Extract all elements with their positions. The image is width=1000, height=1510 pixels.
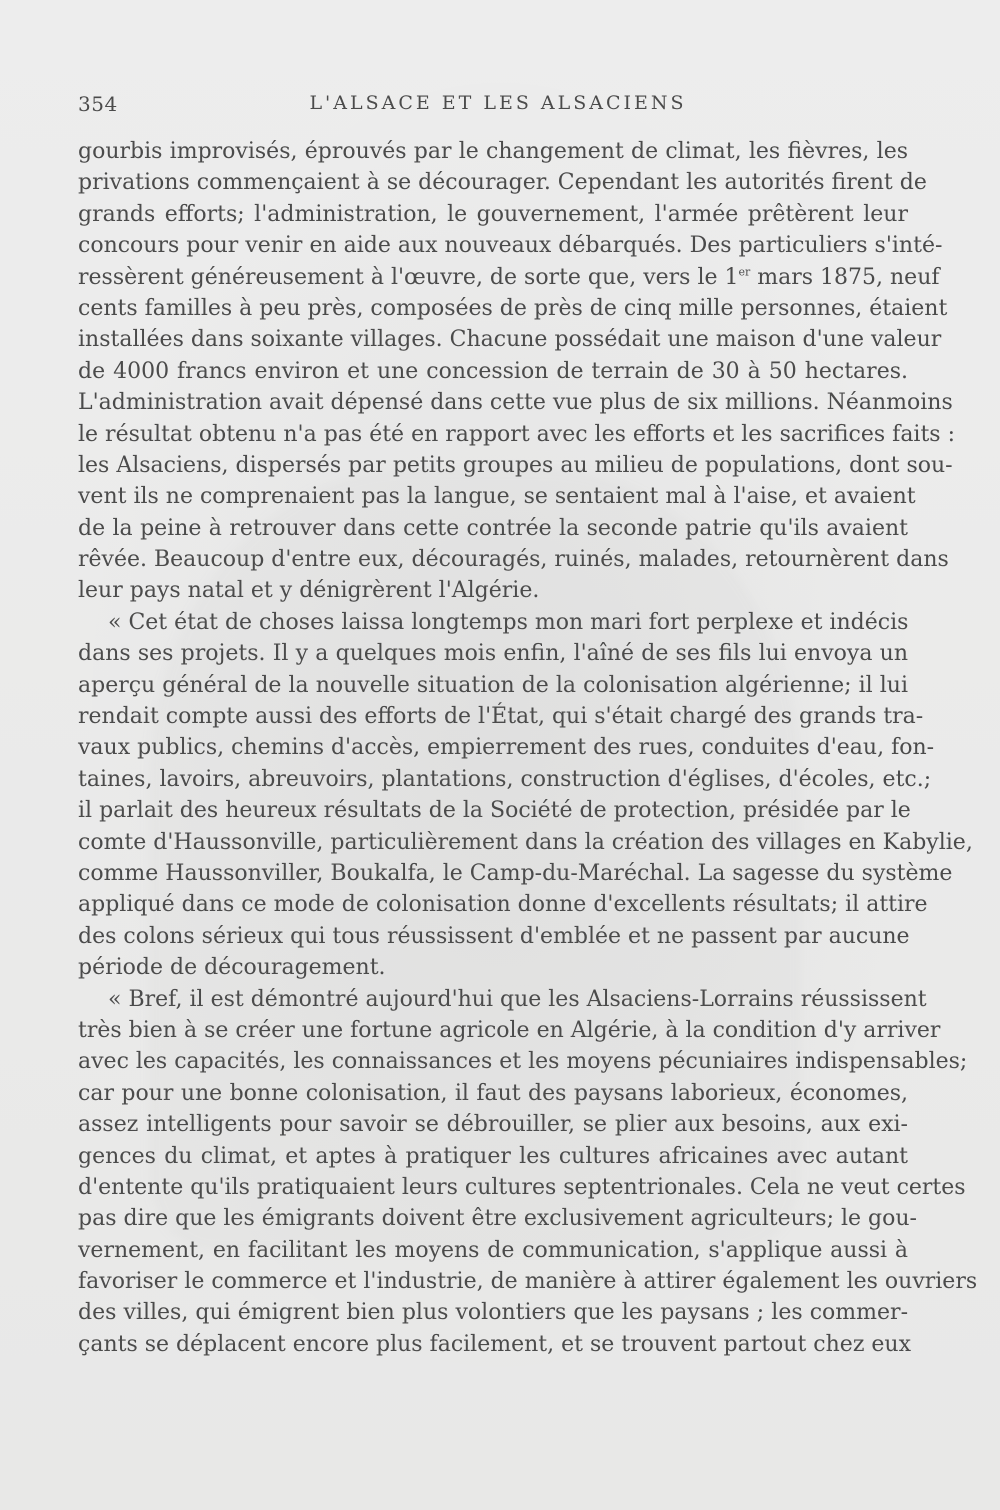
text-line: taines, lavoirs, abreuvoirs, plantations, construction d'églises, d'écoles, etc.; (78, 766, 932, 792)
text-line: appliqué dans ce mode de colonisation donne d'excellents résultats; il attire (78, 892, 928, 918)
text-line: vernement, en facilitant les moyens de communication, s'applique aussi à (78, 1237, 908, 1263)
text-line: gences du climat, et aptes à pratiquer les cultures africaines avec autant (78, 1143, 908, 1169)
text-line: vent ils ne comprenaient pas la langue, se sentaient mal à l'aise, et avaient (78, 484, 916, 510)
text-line: des colons sérieux qui tous réussissent d'emblée et ne passent par aucune (78, 923, 910, 949)
text-line: rendait compte aussi des efforts de l'État, qui s'était chargé des grands tra- (78, 704, 924, 730)
page-number: 354 (78, 92, 118, 116)
text-line: pas dire que les émigrants doivent être exclusivement agriculteurs; le gou- (78, 1206, 917, 1232)
paragraph-start-line: « Bref, il est démontré aujourd'hui que les Alsaciens-Lorrains réussissent (108, 986, 927, 1012)
text-line-with-superscript (78, 262, 940, 293)
ordinal-superscript: er (738, 265, 751, 279)
text-line: installées dans soixante villages. Chacune possédait une maison d'une valeur (78, 327, 942, 353)
text-line: gourbis improvisés, éprouvés par le changement de climat, les fièvres, les (78, 139, 908, 164)
text-line: concours pour venir en aide aux nouveaux débarqués. Des particuliers s'inté- (78, 233, 943, 259)
text-line: dans ses projets. Il y a quelques mois enfin, l'aîné de ses fils lui envoya un (78, 641, 908, 667)
text-line: L'administration avait dépensé dans cette vue plus de six millions. Néanmoins (78, 390, 953, 416)
text-line: comme Haussonviller, Boukalfa, le Camp-du-Maréchal. La sagesse du système (78, 860, 953, 886)
text-line: il parlait des heureux résultats de la Société de protection, présidée par le (78, 798, 911, 824)
page-header (78, 92, 918, 122)
paragraph-end-line: période de découragement. (78, 955, 386, 981)
text-line: privations commençaient à se décourager. Cependant les autorités firent de (78, 170, 927, 196)
paragraph-start-line: « Cet état de choses laissa longtemps mon mari fort perplexe et indécis (108, 609, 909, 635)
text-line: comte d'Haussonville, particulièrement dans la création des villages en Kabylie, (78, 829, 973, 855)
paragraph-end-line: leur pays natal et y dénigrèrent l'Algérie. (78, 578, 540, 604)
text-line: de la peine à retrouver dans cette contrée la seconde patrie qu'ils avaient (78, 515, 908, 541)
text-fragment: ressèrent généreusement à l'œuvre, de sorte que, vers le 1 (78, 264, 739, 290)
text-line: avec les capacités, les connaissances et les moyens pécuniaires indispensables; (78, 1049, 968, 1075)
running-title: L'ALSACE ET LES ALSACIENS (309, 92, 687, 114)
text-line: assez intelligents pour savoir se débrouiller, se plier aux besoins, aux exi- (78, 1112, 908, 1138)
text-line: favoriser le commerce et l'industrie, de manière à attirer également les ouvriers (78, 1269, 978, 1295)
text-line: très bien à se créer une fortune agricole en Algérie, à la condition d'y arriver (78, 1017, 941, 1043)
text-fragment: mars 1875, neuf (750, 264, 940, 290)
text-line: les Alsaciens, dispersés par petits groupes au milieu de populations, dont sou- (78, 452, 953, 478)
body-text (78, 136, 978, 1360)
text-line: le résultat obtenu n'a pas été en rapport avec les efforts et les sacrifices faits : (78, 421, 956, 447)
text-line: de 4000 francs environ et une concession de terrain de 30 à 50 hectares. (78, 358, 908, 384)
text-line: cents familles à peu près, composées de près de cinq mille personnes, étaient (78, 295, 948, 321)
text-line: vaux publics, chemins d'accès, empierrement des rues, conduites d'eau, fon- (78, 735, 935, 761)
text-line: car pour une bonne colonisation, il faut des paysans laborieux, économes, (78, 1080, 908, 1106)
text-line: d'entente qu'ils pratiquaient leurs cultures septentrionales. Cela ne veut certes (78, 1174, 966, 1200)
text-line: rêvée. Beaucoup d'entre eux, découragés, ruinés, malades, retournèrent dans (78, 547, 949, 573)
text-line: aperçu général de la nouvelle situation de la colonisation algérienne; il lui (78, 672, 908, 698)
text-line: grands efforts; l'administration, le gouvernement, l'armée prêtèrent leur (78, 201, 908, 227)
text-line: des villes, qui émigrent bien plus volontiers que les paysans ; les commer- (78, 1300, 908, 1326)
text-line: çants se déplacent encore plus facilement, et se trouvent partout chez eux (78, 1331, 911, 1357)
